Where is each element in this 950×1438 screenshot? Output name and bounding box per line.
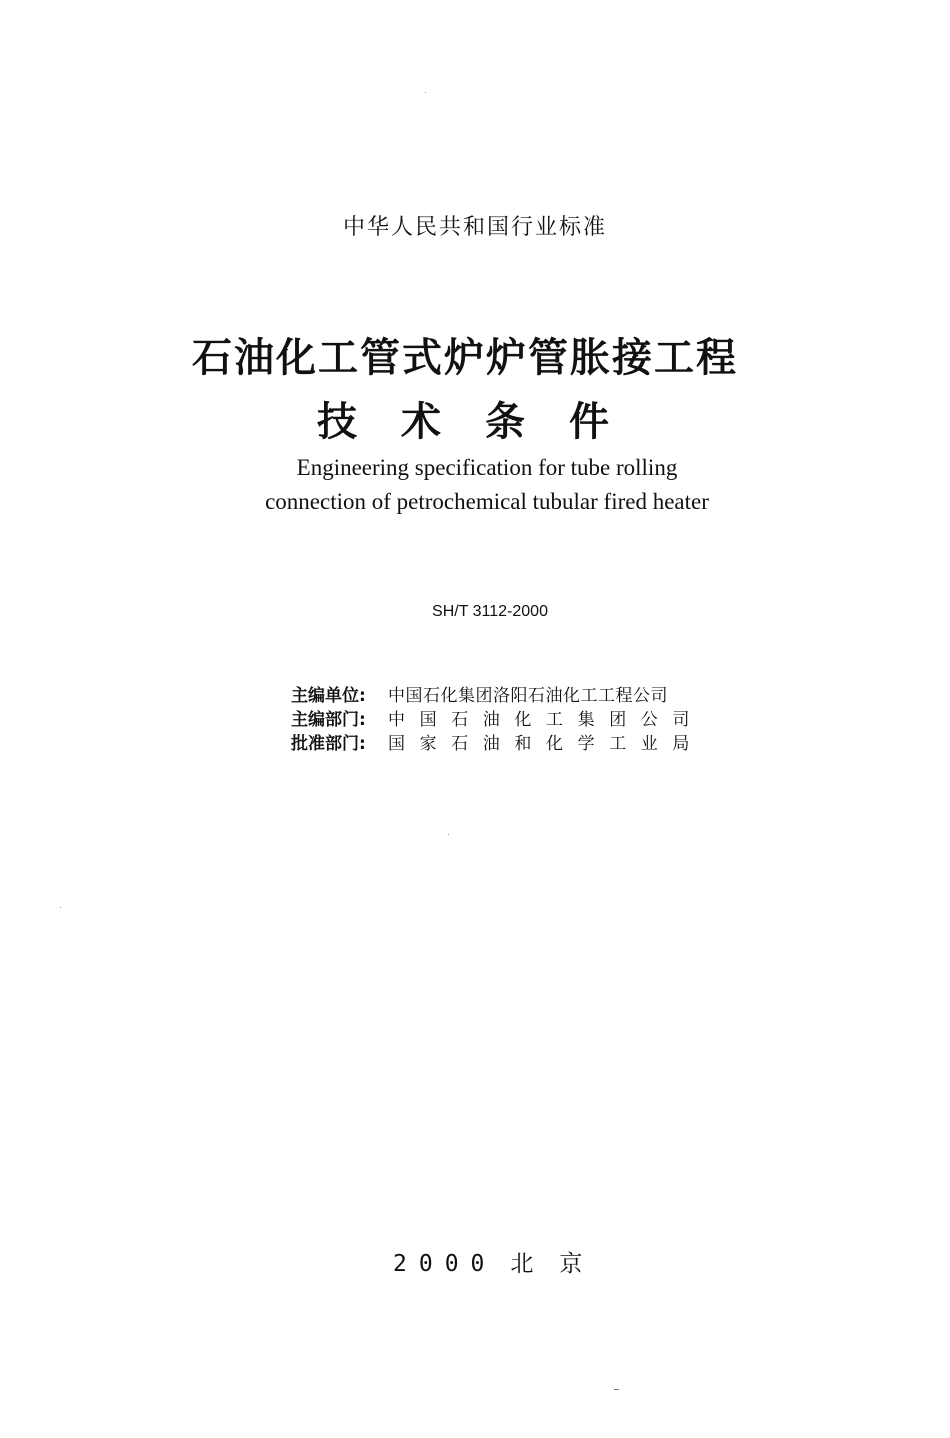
document-subtitle: 技术条件 bbox=[317, 399, 653, 445]
org-label: 批准部门: bbox=[291, 734, 366, 754]
english-title-line-2: connection of petrochemical tubular fired heater bbox=[265, 489, 709, 514]
publication-info bbox=[393, 1245, 608, 1278]
scan-speck bbox=[60, 907, 61, 908]
org-value: 中国石油化工集团公司 bbox=[388, 710, 704, 730]
org-label: 主编单位: bbox=[291, 686, 366, 706]
organization-list bbox=[291, 684, 704, 756]
org-label: 主编部门: bbox=[291, 710, 366, 730]
scan-speck bbox=[425, 92, 426, 93]
org-row-chief-editor-unit bbox=[291, 684, 704, 708]
org-value: 国家石油和化学工业局 bbox=[388, 734, 704, 754]
scan-speck bbox=[448, 834, 449, 835]
standard-number: SH/T 3112-2000 bbox=[432, 603, 548, 620]
english-title-line-1: Engineering specification for tube rolling bbox=[296, 455, 678, 480]
org-row-chief-editor-department bbox=[291, 708, 704, 732]
publication-year: 2000 bbox=[393, 1251, 497, 1277]
org-row-approval-department bbox=[291, 732, 704, 756]
publication-city: 北京 bbox=[510, 1251, 609, 1277]
scan-speck bbox=[614, 1389, 619, 1390]
org-value: 中国石化集团洛阳石油化工工程公司 bbox=[388, 686, 668, 706]
document-title: 石油化工管式炉炉管胀接工程 bbox=[192, 335, 738, 381]
standard-category: 中华人民共和国行业标准 bbox=[342, 215, 607, 240]
